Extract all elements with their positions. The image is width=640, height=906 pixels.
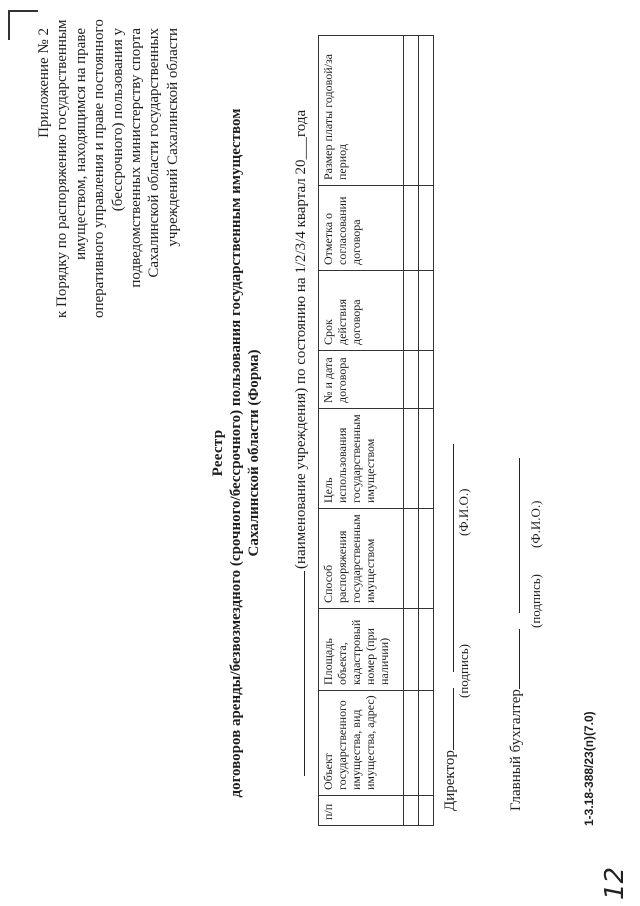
accountant-signature — [506, 458, 525, 811]
table-cell — [419, 409, 434, 509]
appendix-line: Сахалинской области государственных — [146, 28, 163, 278]
table-cell — [419, 691, 434, 796]
column-header: п/п — [319, 796, 404, 826]
appendix-line: оперативного управления и праве постоянного — [91, 19, 108, 318]
table-cell — [419, 186, 434, 271]
director-name-caption: (Ф.И.О.) — [456, 488, 471, 536]
registry-table — [318, 35, 434, 826]
column-header: Цель использования государственным имуществом — [319, 409, 404, 509]
accountant-name-caption: (Ф.И.О.) — [528, 500, 543, 548]
title-line-3-text: (наименование учреждения) по состоянию на 1/2/3/4 квартал 20___года — [293, 109, 309, 569]
appendix-line: к Порядку по распоряжению государственным — [54, 19, 71, 318]
table-cell — [404, 271, 419, 351]
column-header: Срок действия договора — [319, 271, 404, 351]
appendix-block — [35, 19, 182, 318]
accountant-sign-caption: (подпись) — [528, 574, 543, 628]
appendix-line: Приложение № 2 — [36, 28, 52, 138]
table-cell — [404, 351, 419, 409]
table-cell — [404, 186, 419, 271]
table-row — [404, 36, 419, 826]
column-header: Объект государственного имущества, вид имущества, адрес) — [319, 691, 404, 796]
accountant-name-line — [506, 458, 520, 613]
table-cell — [404, 796, 419, 826]
appendix-line: имуществом, находящимся на праве — [72, 28, 89, 260]
table-cell — [404, 409, 419, 509]
table-cell — [419, 351, 434, 409]
director-sign-caption: (подпись) — [456, 644, 471, 698]
appendix-line: подведомственных министерству спорта — [128, 28, 145, 288]
appendix-line: учреждений Сахалинской области — [164, 28, 181, 247]
column-header: Отметка о согласовании договора — [319, 186, 404, 271]
table-cell — [404, 609, 419, 691]
table-cell — [419, 796, 434, 826]
title-line-3 — [291, 110, 310, 776]
title-line-2: Сахалинской области (Форма) — [246, 349, 262, 557]
table-cell — [419, 609, 434, 691]
table-cell — [419, 509, 434, 609]
title-reestr: Реестр — [210, 429, 226, 477]
column-header: Площадь объекта, кадастровый номер (при наличии) — [319, 609, 404, 691]
accountant-label: Главный бухгалтер — [508, 689, 524, 811]
column-header: Способ распоряжения государственным имуществом — [319, 509, 404, 609]
appendix-line: (бессрочного) пользования у — [109, 28, 126, 212]
director-name-line — [440, 444, 454, 672]
accountant-sign-line — [506, 629, 520, 689]
institution-name-blank — [291, 571, 305, 776]
title-line-1: договоров аренды/безвозмездного (срочного/бессрочного) пользования государственным имуществом — [228, 108, 244, 798]
document-number: 1-3.18-388/23(п)(7.0) — [582, 711, 596, 826]
director-sign-line — [440, 688, 454, 750]
table-header-row — [319, 36, 404, 826]
table-cell — [419, 271, 434, 351]
table-cell — [404, 691, 419, 796]
page-number: 12 — [600, 866, 630, 900]
column-header: Размер платы годовой/за период — [319, 36, 404, 186]
table-row — [419, 36, 434, 826]
column-header: № и дата договора — [319, 351, 404, 409]
director-label: Директор — [442, 750, 458, 811]
table-cell — [419, 36, 434, 186]
table-cell — [404, 509, 419, 609]
table-cell — [404, 36, 419, 186]
